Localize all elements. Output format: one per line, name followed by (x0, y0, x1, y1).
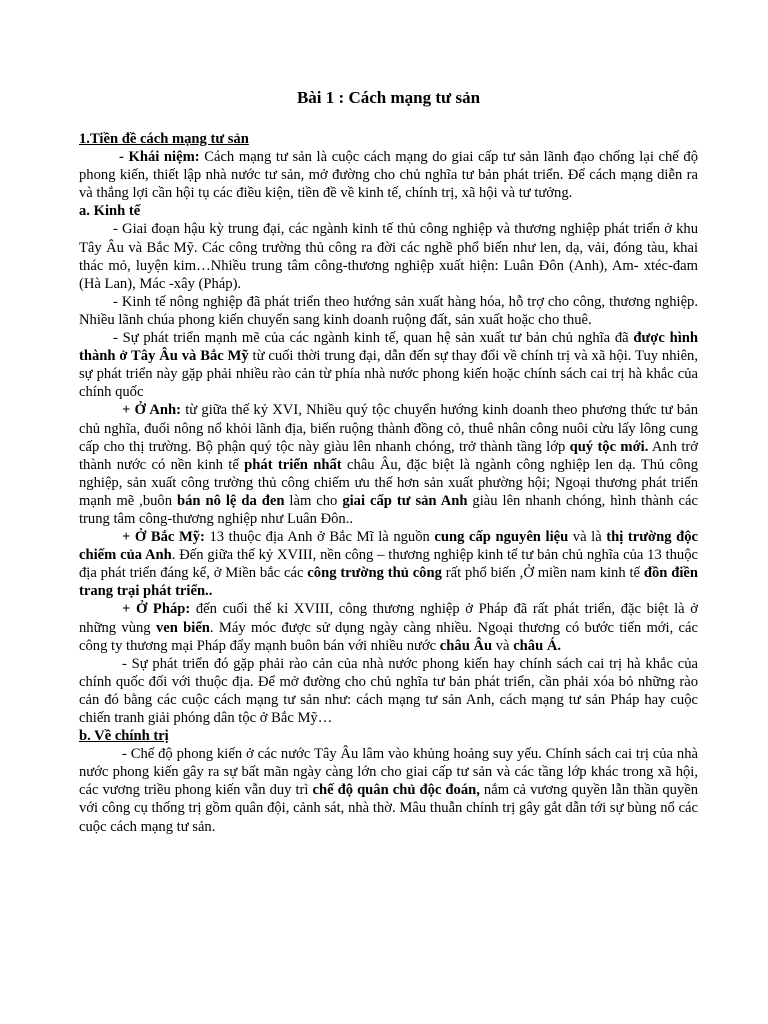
text-run: . Máy móc được sử dụng ngày càng nhiều. Ngoại thương có bước tiến mới, các công ty thương mại Pháp đẩy mạnh buôn bán với nhiều nước (79, 619, 698, 654)
bold-run: công trường thủ công (307, 565, 442, 582)
text-run: làm cho (284, 492, 343, 509)
document-page (79, 88, 698, 836)
paragraph-o-anh (79, 401, 698, 528)
bold-run: được hình thành ở Tây Âu và Bắc Mỹ (79, 330, 699, 365)
paragraph-kinh-te-3 (79, 329, 698, 401)
text-run: giàu lên nhanh chóng, hình thành các trung tâm công-thương nghiệp như Luân Đôn.. (79, 492, 698, 527)
bold-run: giai cấp tư sản Anh (342, 492, 468, 509)
section-heading-tien-de: 1.Tiền đề cách mạng tư sản (79, 131, 249, 147)
paragraph-kinh-te-1: - Giai đoạn hậu kỳ trung đại, các ngành kinh tế thủ công nghiệp và thương nghiệp phát triển ở khu Tây Âu và Bắc Mỹ. Các công trường thủ công ra đời các nghề phổ biến như len, dạ, vải, đóng tàu, khai thác mỏ, luyện kim…Nhiều trung tâm công-thương nghiệp xuất hiện: Luân Đôn (Anh), Am- xtéc-đam (Hà Lan), Mác -xây (Pháp). (79, 221, 698, 292)
khai-niem-text: Cách mạng tư sản là cuộc cách mạng do giai cấp tư sản lãnh đạo chống lại chế độ phong kiến, thiết lập nhà nước tư sản, mở đường cho chủ nghĩa tư bản phát triển. Để cách mạng diễn ra và thắng lợi cần hội tụ các điều kiện, tiền đề về kinh tế, chính trị, xã hội và tư tưởng. (79, 149, 698, 202)
o-anh-label: + Ở Anh: (122, 402, 181, 419)
bold-run: cung cấp nguyên liệu (434, 529, 569, 546)
bold-run: châu Á. (513, 637, 562, 654)
page-title: Bài 1 : Cách mạng tư sản (296, 88, 481, 107)
paragraph-khai-niem (79, 148, 698, 202)
bold-run: chế độ quân chủ độc đoán, (312, 782, 480, 799)
bold-run: đồn điền trang trại phát triển.. (79, 565, 698, 600)
paragraph-kinh-te-4: - Sự phát triển đó gặp phải rào cản của nhà nước phong kiến hay chính sách cai trị hà khắc của chính quốc đối với thuộc địa. Để mở đường cho chủ nghĩa tư bản phát triển, cần phải xóa bỏ những rào cản đó bằng các cuộc cách mạng tư sản như: cách mạng tư sản Anh, cách mạng tư sản Pháp hay cuộc chiến tranh giải phóng dân tộc ở Bắc Mỹ… (79, 655, 698, 726)
bold-run: phát triển nhất (244, 456, 342, 473)
text-run: - Chế độ phong kiến ở các nước Tây Âu lâm vào khủng hoảng suy yếu. Chính sách cai trị của nhà nước phong kiến gây ra sự bất mãn ngày càng lớn cho giai cấp tư sản và các tầng lớp khác trong xã hội, các vương triều phong kiến vẫn duy trì (79, 746, 698, 799)
paragraph-o-phap (79, 600, 698, 654)
text-run: và (492, 637, 514, 654)
text-run: và là (568, 529, 607, 546)
bold-run: bán nô lệ da đen (177, 492, 285, 509)
text-run: - Sự phát triển mạnh mẽ của các ngành kinh tế, quan hệ sản xuất tư bản chủ nghĩa đã (113, 330, 634, 347)
bold-run: châu Âu (439, 637, 493, 654)
khai-niem-label: - Khái niệm: (119, 149, 200, 166)
text-run: Anh trở thành nước có nền kinh tế (79, 438, 698, 473)
text-run: . Đến giữa thế kỷ XVIII, nền công – thương nghiệp kinh tế tư bản chủ nghĩa của 13 thuộc địa phát triển đáng kể, ở Miền bắc các (79, 547, 698, 582)
subheading-kinh-te: a. Kinh tế (79, 203, 141, 220)
text-run: nắm cả vương quyền lẫn thần quyền với công cụ thống trị gồm quân đội, cảnh sát, nhà thờ. Mâu thuẫn chính trị gây gắt dẫn tới sự bùng nổ các cuộc cách mạng tư sản. (79, 782, 699, 835)
paragraph-o-bac-my (79, 528, 698, 600)
bold-run: ven biển (155, 619, 210, 636)
subheading-chinh-tri: b. Về chính trị (79, 728, 169, 745)
paragraph-kinh-te-2: - Kinh tế nông nghiệp đã phát triển theo hướng sản xuất hàng hóa, hỗ trợ cho công, thương nghiệp. Nhiều lãnh chúa phong kiến chuyển sang kinh doanh ruộng đất, sản xuất hoặc cho thuê. (79, 293, 698, 328)
o-phap-label: + Ở Pháp: (122, 601, 191, 618)
text-run: đến cuối thế kỉ XVIII, công thương nghiệp ở Pháp đã rất phát triển, đặc biệt là ở những vùng (79, 601, 698, 636)
text-run: từ cuối thời trung đại, dẫn đến sự thay đổi về chính trị và xã hội. Tuy nhiên, sự phát triển này gặp phải nhiều rào cản từ phía nhà nước phong kiến hoặc chính sách cai trị hà khắc của chính quốc (79, 348, 698, 401)
text-run: châu Âu, đặc biệt là ngành công nghiệp len dạ. Thủ công nghiệp, sản xuất công trường thủ công chiếm ưu thế hơn sản xuất phường hội; Ngoại thương phát triển mạnh mẽ ,buôn (79, 456, 698, 509)
o-bac-my-label: + Ở Bắc Mỹ: (122, 529, 205, 546)
bold-run: thị trường độc chiếm của Anh (79, 529, 698, 564)
text-run: 13 thuộc địa Anh ở Bắc Mĩ là nguồn (204, 529, 435, 546)
text-run: rất phổ biến ,Ở miền nam kinh tế (441, 565, 644, 582)
text-run: từ giữa thế kỷ XVI, Nhiều quý tộc chuyển hướng kinh doanh theo phương thức tư bản chủ nghĩa, đuổi nông nổ khỏi lãnh địa, biến ruộng thành đồng cỏ, thuê nhân công nuôi cừu lấy lông cung cấp cho thị trường. Bộ phận quý tộc này giàu lên nhanh chóng, trở thành tầng lớp (79, 402, 698, 455)
paragraph-chinh-tri-1 (79, 745, 698, 835)
bold-run: quý tộc mới. (569, 438, 649, 455)
